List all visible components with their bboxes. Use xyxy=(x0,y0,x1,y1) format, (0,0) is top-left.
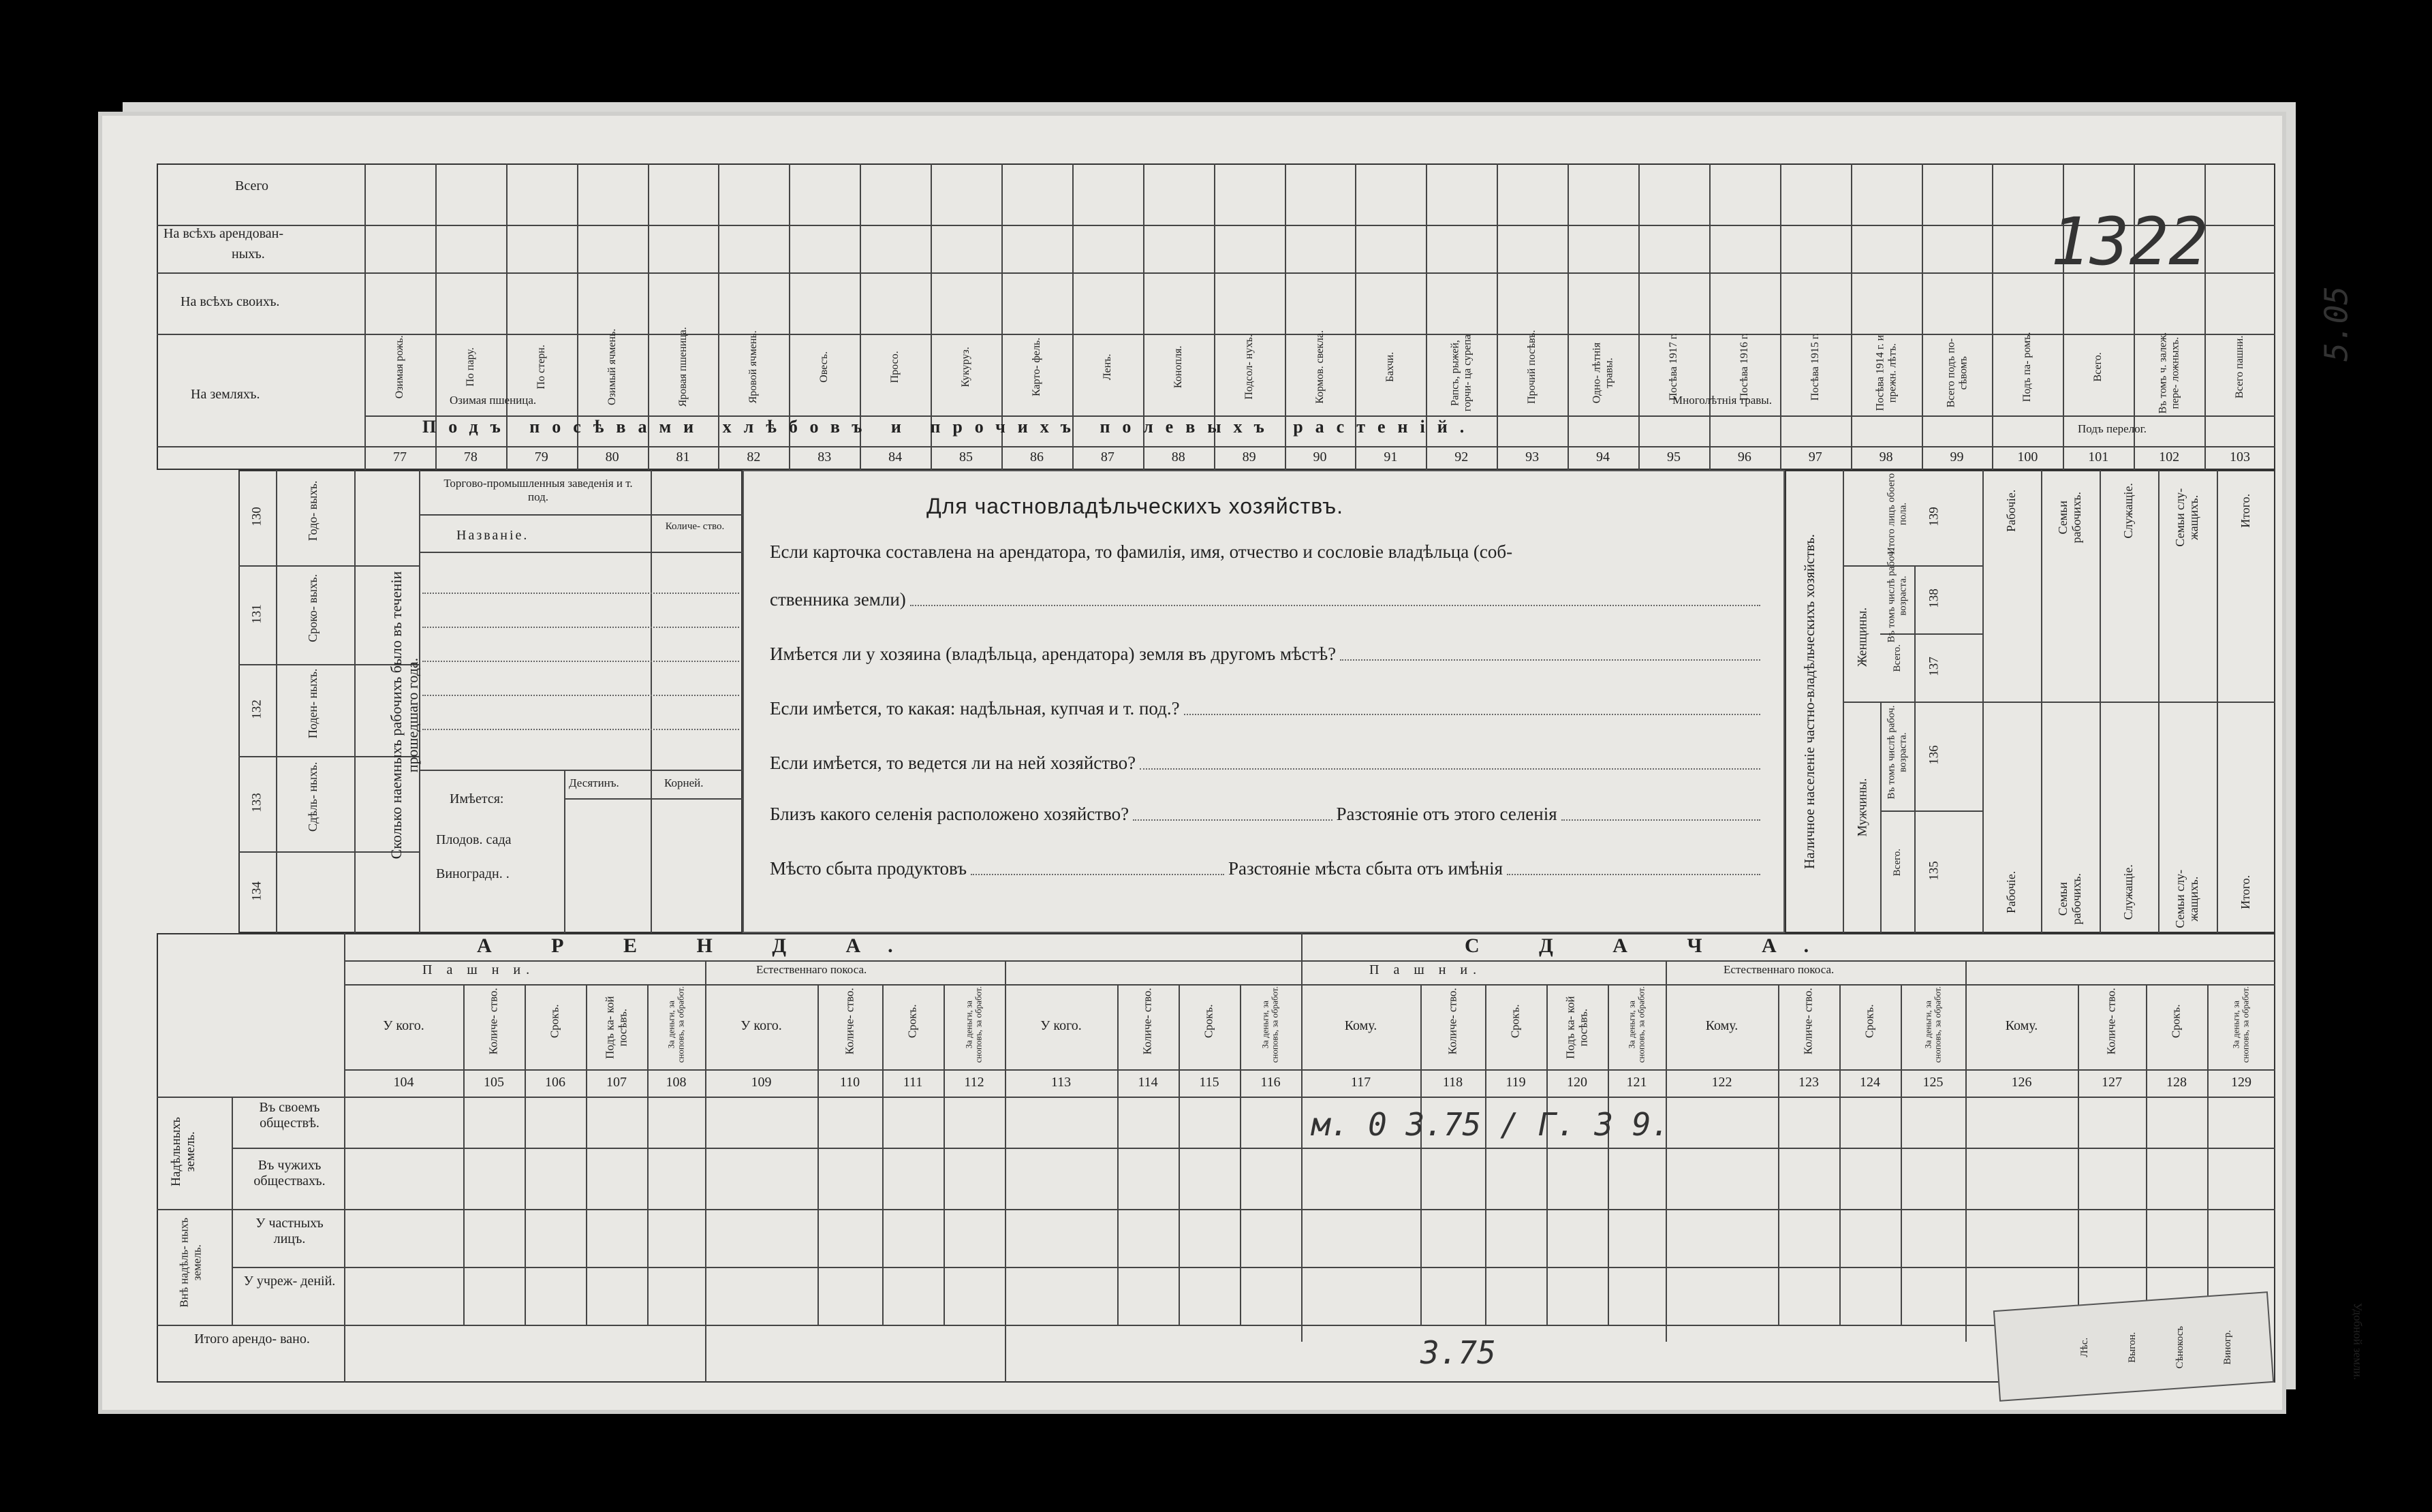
pop-right-label-bottom: Рабочіе. xyxy=(2004,870,2018,914)
pop-col-number: 137 xyxy=(1927,657,1942,676)
pop-right-label-bottom: Служащіе. xyxy=(2121,864,2136,920)
lease-col-divider xyxy=(1965,984,1967,1325)
lease-col-number: 128 xyxy=(2166,1075,2187,1090)
row-other-society: Въ чужихъ обществахъ. xyxy=(253,1158,326,1188)
non-allotment-group-label: Внѣ надѣль- ныхъ земель. xyxy=(177,1217,203,1308)
trade-header: Торгово-промышленныя заведенія и т. под. xyxy=(443,477,633,503)
perennial-grass-label: Многолѣтнія травы. xyxy=(1672,394,1772,407)
pop-col-label: Всего. xyxy=(1891,644,1903,672)
lease-col-divider xyxy=(2146,984,2147,1325)
q5-line: Близъ какого селенія расположено хозяйство? Разстояніе отъ этого селенія xyxy=(770,804,1764,825)
lease-col-divider xyxy=(1778,984,1779,1325)
worker-row-number: 134 xyxy=(249,881,264,901)
top-col-label: Посѣва 1917 г. xyxy=(1668,333,1680,401)
torn-strip-label: Лѣс. xyxy=(2078,1337,2090,1357)
top-col-number: 80 xyxy=(605,450,619,464)
top-col-label: Посѣва 1915 г. xyxy=(1809,333,1821,401)
lease-col-label: Срокъ. xyxy=(1862,1004,1876,1039)
top-col-divider xyxy=(1568,163,1569,470)
top-col-number: 101 xyxy=(2088,450,2109,464)
top-col-number: 94 xyxy=(1596,450,1610,464)
top-col-number: 85 xyxy=(959,450,973,464)
top-col-label: Прочий посѣвъ. xyxy=(1526,330,1538,405)
pop-col-label: Итого лицъ обоего пола. xyxy=(1886,473,1908,555)
lease-col-number: 122 xyxy=(1711,1075,1732,1090)
population-label: Наличное населеніе частно-владѣльческихъ хозяйствъ. xyxy=(1801,534,1818,869)
lease-col-number: 123 xyxy=(1798,1075,1819,1090)
top-col-label: Посѣва 1916 г. xyxy=(1739,333,1751,401)
q4-line: Если имѣется, то ведется ли на ней хозяйство? xyxy=(770,753,1764,774)
lease-col-divider xyxy=(1666,984,1667,1325)
lease-col-number: 105 xyxy=(484,1075,504,1090)
pop-col-number: 135 xyxy=(1927,861,1942,881)
lease-col-number: 129 xyxy=(2231,1075,2251,1090)
lease-col-number: 112 xyxy=(964,1075,984,1090)
lease-col-number: 117 xyxy=(1350,1075,1371,1090)
lease-col-divider xyxy=(1117,984,1119,1325)
lease-col-divider xyxy=(2207,984,2209,1325)
pop-right-label-top: Служащіе. xyxy=(2121,483,2136,539)
vineyard-label: Виноградн. . xyxy=(436,866,510,881)
top-col-number: 98 xyxy=(1879,450,1893,464)
top-col-number: 91 xyxy=(1384,450,1398,464)
top-col-number: 84 xyxy=(888,450,903,464)
lease-col-label: За деньги, за сноповъ, за обработ. xyxy=(963,986,984,1063)
lease-col-number: 110 xyxy=(839,1075,860,1090)
lease-col-divider xyxy=(1005,984,1006,1325)
q1-line: Если карточка составлена на арендатора, то фамилія, имя, отчество и сословіе владѣльца (соб- xyxy=(770,541,1513,562)
row-label-total: Всего xyxy=(235,178,269,193)
lease-col-label: За деньги, за сноповъ, за обработ. xyxy=(1260,986,1280,1063)
lease-table xyxy=(157,933,2275,1383)
allotment-group-label: Надѣльныхъ земель. xyxy=(169,1116,198,1186)
lease-col-label: Срокъ. xyxy=(2169,1004,2183,1039)
lease-col-number: 120 xyxy=(1567,1075,1587,1090)
crops-banner: Подъ посѣвами хлѣбовъ и прочихъ полевыхъ растеній. xyxy=(422,417,1477,437)
lease-col-label: Кому. xyxy=(1705,1018,1739,1033)
lease-col-number: 107 xyxy=(606,1075,627,1090)
top-col-label: Бахчи. xyxy=(1384,351,1397,382)
lease-col-label: Срокъ. xyxy=(1508,1004,1522,1039)
qty-col-header: Количе- ство. xyxy=(665,521,725,532)
top-col-divider xyxy=(1992,163,1993,470)
pop-right-label-top: Семьи слу- жащихъ. xyxy=(2173,488,2200,547)
lease-col-divider xyxy=(1485,984,1486,1325)
desyatin-header: Десятинъ. xyxy=(569,776,619,789)
pop-right-label-bottom: Семьи слу- жащихъ. xyxy=(2173,869,2200,928)
lease-col-divider xyxy=(1179,984,1180,1325)
lease-col-number: 126 xyxy=(2011,1075,2032,1090)
lease-col-label: За деньги, за сноповъ, за обработ. xyxy=(666,986,686,1063)
top-col-label: Всего. xyxy=(2092,352,2104,382)
lease-col-label: Кому. xyxy=(2005,1018,2038,1033)
lease-col-divider xyxy=(2078,984,2079,1325)
q1b-line: ственника земли) xyxy=(770,589,1764,610)
top-col-label: Одно- лѣтнія травы. xyxy=(1591,342,1615,404)
top-col-divider xyxy=(1638,163,1640,470)
top-col-label: Подъ па- ромъ. xyxy=(2021,332,2033,403)
lease-col-label: Количе- ство. xyxy=(1446,988,1459,1055)
top-col-number: 88 xyxy=(1171,450,1185,464)
top-col-label: По пару. xyxy=(465,347,477,387)
torn-strip-label: Выгон. xyxy=(2126,1332,2138,1363)
top-col-number: 92 xyxy=(1454,450,1469,464)
lease-col-number: 116 xyxy=(1260,1075,1281,1090)
q2-line: Имѣется ли у хозяина (владѣльца, арендатора) земля въ другомъ мѣстѣ? xyxy=(770,644,1764,665)
lease-col-label: Количе- ство. xyxy=(486,988,500,1055)
q3-line: Если имѣется, то какая: надѣльная, купчая и т. под.? xyxy=(770,698,1764,719)
row-label-lands: На земляхъ. xyxy=(191,387,260,402)
pop-col-label: Всего. xyxy=(1891,848,1903,877)
top-col-divider xyxy=(1922,163,1923,470)
pop-right-label-bottom: Семьи рабочихъ. xyxy=(2056,873,2083,925)
row-label-leased-2: ныхъ. xyxy=(232,247,265,262)
worker-row-label: Сроко- выхъ. xyxy=(306,573,320,642)
has-label: Имѣется: xyxy=(450,791,504,806)
lease-col-label: Кому. xyxy=(1344,1018,1377,1033)
top-col-divider xyxy=(1780,163,1781,470)
top-col-label: Ленъ. xyxy=(1102,353,1114,381)
lease-col-divider xyxy=(705,984,706,1325)
sdacha-arable: П а ш н и. xyxy=(1369,962,1482,977)
pop-col-number: 139 xyxy=(1927,507,1942,526)
lease-col-label: Срокъ. xyxy=(1202,1004,1215,1039)
lease-col-number: 113 xyxy=(1050,1075,1072,1090)
corner-label: Удобной земли. xyxy=(2351,1302,2365,1380)
top-col-label: Карто- фель. xyxy=(1031,337,1043,396)
handwritten-number: 1322 xyxy=(2051,204,2209,280)
top-col-label: Посѣва 1914 г. и прежн. лѣтъ. xyxy=(1874,334,1898,411)
q6-line: Мѣсто сбыта продуктовъ Разстояніе мѣста сбыта отъ имѣнія xyxy=(770,858,1764,879)
lease-col-number: 124 xyxy=(1860,1075,1880,1090)
private-estate-title: Для частновладѣльческихъ хозяйствъ. xyxy=(926,494,1344,518)
top-first-divider xyxy=(364,163,366,470)
lease-col-label: Срокъ. xyxy=(905,1004,919,1039)
lease-col-label: У кого. xyxy=(383,1018,424,1033)
men-label: Мужчины. xyxy=(1855,778,1870,837)
margin-note: 5.05 xyxy=(2318,285,2355,362)
top-col-number: 97 xyxy=(1808,450,1822,464)
pop-right-divider xyxy=(2100,470,2101,933)
row-private: У частныхъ лицъ. xyxy=(255,1216,324,1246)
kornei-header: Корней. xyxy=(664,776,704,789)
top-col-number: 78 xyxy=(463,450,478,464)
lease-col-divider xyxy=(463,984,465,1325)
sdacha-header: С Д А Ч А. xyxy=(1465,934,1837,957)
top-col-label: Подсол- нухъ. xyxy=(1243,334,1255,400)
row-label-leased-1: На всѣхъ арендован- xyxy=(163,226,284,241)
top-col-label: Овесъ. xyxy=(818,351,830,383)
lease-col-number: 121 xyxy=(1626,1075,1647,1090)
row-label-own: На всѣхъ своихъ. xyxy=(181,294,280,309)
handwritten-bottom: 3.75 xyxy=(1420,1334,1496,1371)
lease-col-divider xyxy=(647,984,649,1325)
lease-col-number: 109 xyxy=(751,1075,772,1090)
torn-strip-label: Сѣнокосъ xyxy=(2174,1326,2185,1369)
top-col-number: 82 xyxy=(747,450,761,464)
top-col-label: Кормов. свекла. xyxy=(1313,330,1326,404)
arenda-hay-1: Естественнаго покоса. xyxy=(756,963,867,976)
lease-col-divider xyxy=(1546,984,1548,1325)
top-col-number: 87 xyxy=(1100,450,1114,464)
pop-right-label-top: Рабочіе. xyxy=(2004,489,2018,533)
pop-col-label: Въ томъ числѣ рабоч. возраста. xyxy=(1886,705,1908,800)
lease-col-number: 125 xyxy=(1922,1075,1944,1090)
pop-right-label-top: Итого. xyxy=(2239,493,2253,528)
lease-col-label: За деньги, за сноповъ, за обработ. xyxy=(1922,986,1943,1063)
worker-row-number: 133 xyxy=(249,793,264,813)
pop-right-mid xyxy=(1982,702,2275,703)
worker-row-label: Поден- ныхъ. xyxy=(306,668,320,738)
lease-col-label: За деньги, за сноповъ, за обработ. xyxy=(2230,986,2251,1063)
top-col-label: Всего подъ по- сѣвомъ xyxy=(1944,338,1969,408)
top-col-label: Озимый ячмень. xyxy=(606,328,618,405)
top-col-label: Всего пашни. xyxy=(2234,335,2246,398)
arenda-arable: П а ш н и. xyxy=(422,962,535,977)
sdacha-hay-1: Естественнаго покоса. xyxy=(1724,963,1835,976)
lease-col-label: Количе- ство. xyxy=(843,988,856,1055)
lease-col-divider xyxy=(1608,984,1609,1325)
lease-col-label: Подъ ка- кой посѣвъ. xyxy=(603,996,629,1059)
top-col-label: Озимая рожь. xyxy=(394,335,406,399)
lease-col-divider xyxy=(1420,984,1422,1325)
top-col-number: 100 xyxy=(2017,450,2038,464)
garden-label: Плодов. сада xyxy=(436,832,512,847)
top-col-number: 89 xyxy=(1242,450,1256,464)
pop-right-divider xyxy=(2041,470,2042,933)
top-col-label: Яровая пшеница. xyxy=(676,327,689,407)
top-col-number: 90 xyxy=(1313,450,1327,464)
lease-col-number: 108 xyxy=(666,1075,687,1090)
lease-col-label: Количе- ство. xyxy=(2104,988,2118,1055)
lease-col-number: 111 xyxy=(903,1075,923,1090)
worker-row-label: Годо- выхъ. xyxy=(306,480,320,541)
torn-strip-label: Виногр. xyxy=(2221,1329,2233,1365)
pop-right-divider xyxy=(2217,470,2218,933)
top-col-number: 77 xyxy=(392,450,407,464)
lease-col-label: Подъ ка- кой посѣвъ. xyxy=(1563,996,1589,1059)
lease-col-label: У кого. xyxy=(1040,1018,1082,1033)
row-own-society: Въ своемъ обществѣ. xyxy=(259,1100,320,1131)
worker-row-number: 132 xyxy=(249,699,264,719)
lease-col-number: 118 xyxy=(1442,1075,1463,1090)
lease-col-divider xyxy=(817,984,819,1325)
pop-col-label: Въ томъ числѣ рабоч. возраста. xyxy=(1886,548,1908,643)
pop-row-divider xyxy=(1880,810,1982,812)
worker-row-number: 131 xyxy=(249,603,264,624)
top-col-number: 86 xyxy=(1029,450,1044,464)
lease-col-divider xyxy=(944,984,945,1325)
top-col-label: Просо. xyxy=(889,351,901,383)
pop-col-number: 136 xyxy=(1927,745,1942,765)
top-col-number: 102 xyxy=(2159,450,2180,464)
lease-col-number: 114 xyxy=(1138,1075,1158,1090)
pop-top-divider xyxy=(1843,565,1982,567)
worker-row-number: 130 xyxy=(249,507,264,526)
pop-right-label-bottom: Итого. xyxy=(2239,875,2253,909)
lease-col-label: Срокъ. xyxy=(548,1004,561,1039)
top-col-number: 103 xyxy=(2230,450,2251,464)
hired-workers-label: Сколько наемныхъ рабочихъ было въ теченіи прошедшаго года. xyxy=(388,571,422,860)
top-col-label: Кукуруз. xyxy=(960,347,972,388)
worker-row-label: Сдѣль- ныхъ. xyxy=(306,761,320,832)
lease-col-divider xyxy=(1901,984,1902,1325)
lease-col-label: Количе- ство. xyxy=(1140,988,1154,1055)
lease-col-number: 119 xyxy=(1506,1075,1526,1090)
top-col-label: По стерн. xyxy=(535,345,547,390)
winter-wheat-label: Озимая пшеница. xyxy=(450,394,537,407)
top-col-divider xyxy=(1497,163,1498,470)
lease-col-divider xyxy=(1240,984,1241,1325)
top-col-divider xyxy=(1851,163,1852,470)
top-col-number: 81 xyxy=(676,450,690,464)
pop-col-number: 138 xyxy=(1927,588,1942,608)
lease-col-number: 127 xyxy=(2102,1075,2122,1090)
top-col-label: Въ томъ ч. залеж. пере- ложныхъ. xyxy=(2157,332,2181,414)
lease-col-number: 104 xyxy=(393,1075,414,1090)
top-col-number: 93 xyxy=(1525,450,1540,464)
lease-col-label: За деньги, за сноповъ, за обработ. xyxy=(1626,986,1647,1063)
top-col-number: 79 xyxy=(534,450,548,464)
row-institutions: У учреж- деній. xyxy=(243,1274,336,1289)
fallow-label: Подъ перелог. xyxy=(2078,422,2147,435)
lease-col-divider xyxy=(586,984,587,1325)
lease-col-divider xyxy=(1839,984,1841,1325)
top-col-label: Яровой ячмень. xyxy=(747,330,760,404)
pop-right-divider xyxy=(2158,470,2160,933)
top-col-number: 83 xyxy=(817,450,832,464)
arenda-header: А Р Е Н Д А. xyxy=(477,934,920,957)
top-col-divider xyxy=(1709,163,1711,470)
lease-col-label: У кого. xyxy=(740,1018,782,1033)
lease-col-label: Количе- ство. xyxy=(1801,988,1815,1055)
top-col-label: Рапсъ, рыжей, горчи- ца сурепа xyxy=(1449,334,1474,412)
lease-col-number: 115 xyxy=(1199,1075,1219,1090)
lease-col-divider xyxy=(882,984,884,1325)
row-total-leased: Итого арендо- вано. xyxy=(194,1332,310,1346)
top-col-number: 96 xyxy=(1737,450,1751,464)
name-col-header: Названіе. xyxy=(456,528,529,543)
pop-right-label-top: Семьи рабочихъ. xyxy=(2056,492,2083,544)
lease-col-divider xyxy=(525,984,526,1325)
lease-col-number: 106 xyxy=(545,1075,565,1090)
top-col-number: 95 xyxy=(1666,450,1681,464)
handwritten-entry: м. 0 3.75 / Г. 3 9. xyxy=(1311,1106,1670,1143)
top-col-number: 99 xyxy=(1950,450,1964,464)
women-label: Женщины. xyxy=(1855,607,1870,667)
top-col-label: Конопля. xyxy=(1172,345,1184,388)
pop-num-divider xyxy=(1914,565,1916,933)
